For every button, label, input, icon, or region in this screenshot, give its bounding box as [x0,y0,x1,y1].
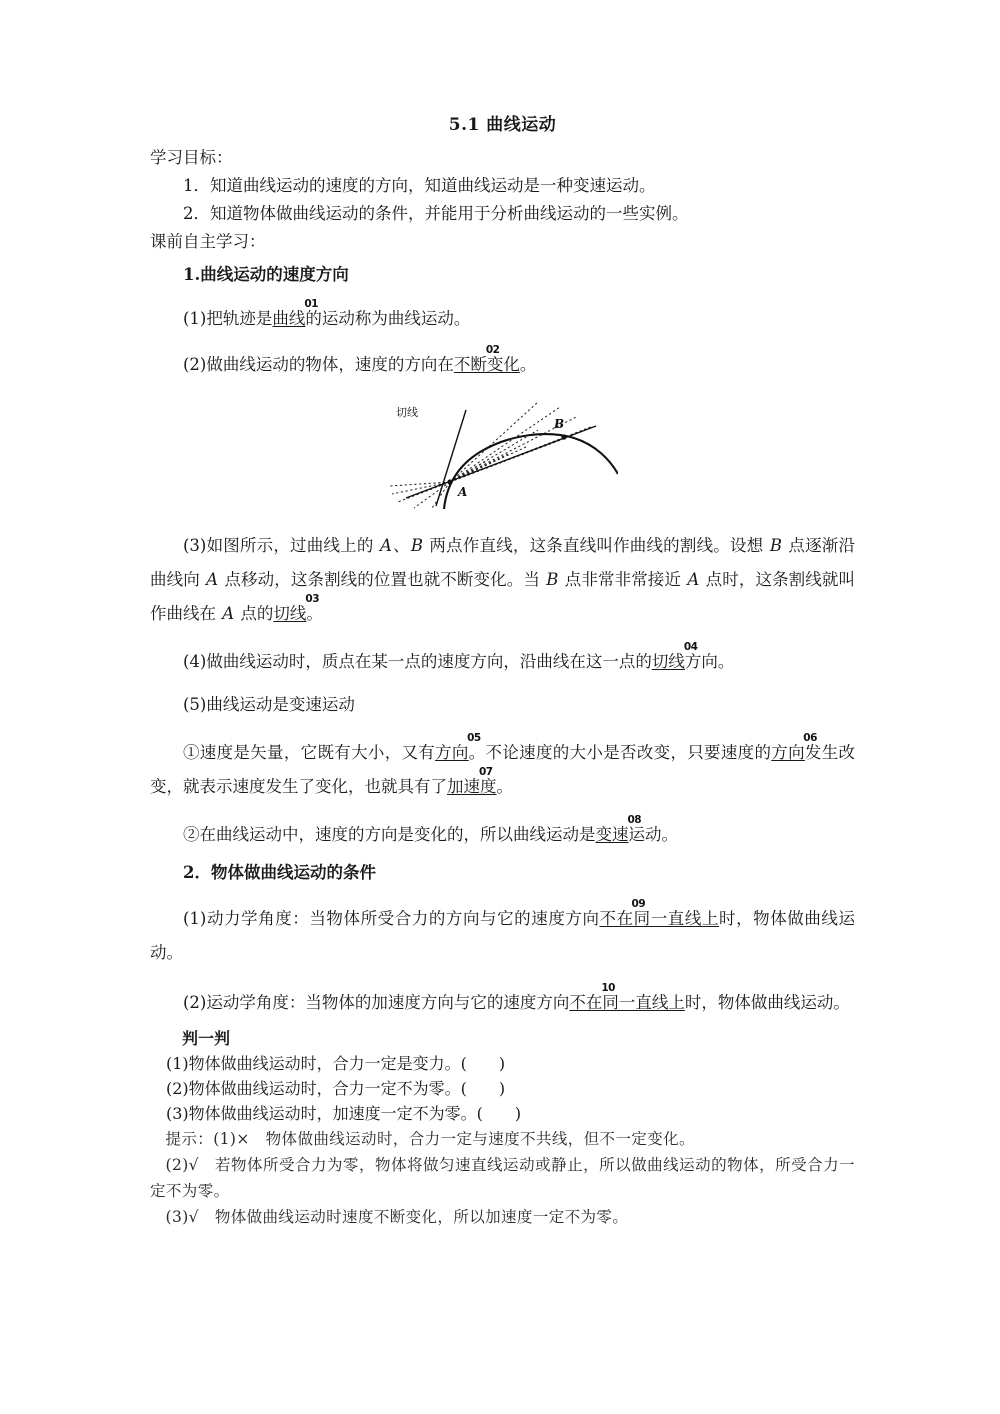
section-1-item-1 [150,298,855,334]
judge-hint-1: 提示：(1)× 物体做曲线运动时，合力一定与速度不共线，但不一定变化。 [165,1130,695,1148]
judge-hint-3: (3)√ 物体做曲线运动时速度不断变化，所以加速度一定不为零。 [165,1208,629,1226]
answer-text-07: 加速度 [447,777,497,796]
answer-blank-09 [599,898,720,928]
italic-point-B-3: B [546,570,559,589]
answer-text-09: 不在同一直线上 [599,909,720,928]
judge-question-1: (1)物体做曲线运动时，合力一定是变力。( ) [166,1054,506,1073]
prestudy-label: 课前自主学习： [150,232,266,251]
answer-text-03: 切线 [273,604,307,623]
answer-number-02: 02 [485,344,500,356]
answer-number-01: 01 [304,298,318,310]
answer-number-07: 07 [479,766,493,778]
figure-label-point-b: B [553,417,564,431]
sub-1-seg-b: 。不论速度的大小是否改变，只要速度的 [468,743,772,762]
curve-tangent-diagram [388,394,618,509]
section-2-heading: 2．物体做曲线运动的条件 [183,863,376,882]
answer-number-10: 10 [601,982,615,994]
sub-1-seg-d: 。 [496,777,513,796]
answer-blank-10 [569,982,685,1012]
answer-blank-03 [273,593,320,623]
objective-item-2: 2．知道物体做曲线运动的条件，并能用于分析曲线运动的一些实例。 [183,204,689,223]
answer-blank-08 [595,814,642,844]
page-title: 5.1 曲线运动 [448,115,557,135]
item-2-text-pre: (2)做曲线运动的物体，速度的方向在 [183,355,454,374]
italic-point-A-3: A [687,570,700,589]
judge-section-heading: 判一判 [182,1029,231,1048]
item-1-text-pre: (1)把轨迹是 [183,309,273,328]
item-1-text-post: 的运动称为曲线运动。 [305,309,471,328]
answer-number-09: 09 [631,898,646,910]
item-3-seg-a: (3)如图所示，过曲线上的 [183,536,379,555]
answer-text-08: 变速 [595,825,629,844]
italic-point-B-2: B [769,536,782,555]
s2-item-1-post: 时，物体做曲线运动。 [150,909,855,962]
section-2-item-1 [150,898,855,970]
answer-blank-06 [771,732,817,762]
item-3-seg-c: 两点作直线，这条直线叫作曲线的割线。设想 [423,536,769,555]
section-1-item-5-sub-1 [150,732,856,804]
item-3-seg-b: 、 [392,536,410,555]
tangent-line-figure [150,394,855,513]
italic-point-A-4: A [222,604,235,623]
answer-number-08: 08 [627,814,642,826]
item-3-seg-d: 点逐渐沿曲线向 [150,536,856,589]
judge-hint-2: (2)√ 若物体所受合力为零，物体将做匀速直线运动或静止，所以做曲线运动的物体，所受合力一定不为零。 [150,1156,855,1200]
s2-item-1-pre: (1)动力学角度：当物体所受合力的方向与它的速度方向 [183,909,600,928]
s2-item-2-pre: (2)运动学角度：当物体的加速度方向与它的速度方向 [183,993,570,1012]
section-1-item-5-heading: (5)曲线运动是变速运动 [183,695,355,714]
answer-text-10: 不在同一直线上 [569,993,685,1012]
sub-2-seg-a: ②在曲线运动中，速度的方向是变化的，所以曲线运动是 [183,825,596,844]
answer-number-03: 03 [305,593,320,605]
item-4-text-pre: (4)做曲线运动时，质点在某一点的速度方向，沿曲线在这一点的 [183,652,652,671]
sub-1-seg-c: 发生改变，就表示速度发生了变化，也就具有了 [150,743,856,796]
item-3-seg-h: 点的 [235,604,274,623]
item-3-seg-f: 点非常非常接近 [559,570,687,589]
answer-blank-04 [651,641,698,671]
section-1-item-3 [150,529,855,631]
answer-blank-01 [272,298,318,328]
judge-question-2: (2)物体做曲线运动时，合力一定不为零。( ) [166,1079,506,1098]
section-1-item-4 [150,641,855,677]
section-1-item-5-sub-2 [150,814,855,850]
point-b-marker [561,434,566,439]
section-1-heading: 1.曲线运动的速度方向 [183,265,349,284]
answer-number-04: 04 [683,641,698,653]
item-3-text-post: 。 [306,604,323,623]
answer-number-05: 05 [467,732,481,744]
answer-text-04: 切线 [651,652,685,671]
item-2-text-post: 。 [519,355,537,374]
italic-point-A-1: A [380,536,392,555]
answer-number-06: 06 [803,732,817,744]
section-1-item-2 [150,344,855,380]
objectives-label: 学习目标： [150,148,233,167]
secant-AB-path [406,426,596,498]
figure-label-tangent: 切线 [395,406,418,419]
objective-item-1: 1．知道曲线运动的速度的方向，知道曲线运动是一种变速运动。 [183,176,656,195]
answer-text-01: 曲线 [272,309,306,328]
answer-blank-07 [447,766,497,796]
italic-point-B-1: B [410,536,423,555]
sub-2-seg-b: 运动。 [628,825,678,844]
italic-point-A-2: A [206,570,219,589]
figure-label-point-a: A [457,485,467,499]
answer-blank-02 [453,344,520,374]
point-a-marker [447,479,452,484]
item-3-seg-g: 点时，这条割线就叫作曲线在 [150,570,855,623]
s2-item-2-post: 时，物体做曲线运动。 [684,993,850,1012]
answer-text-05: 方向 [435,743,469,762]
curve-path [444,434,618,509]
sub-1-seg-a: ①速度是矢量，它既有大小，又有 [183,743,436,762]
section-2-item-2 [150,982,855,1020]
item-3-seg-e: 点移动，这条割线的位置也就不断变化。当 [219,570,546,589]
item-4-text-post: 方向。 [684,652,735,671]
answer-text-02: 不断变化 [453,355,520,374]
answer-text-06: 方向 [771,743,805,762]
judge-question-3: (3)物体做曲线运动时，加速度一定不为零。( ) [166,1104,522,1123]
answer-blank-05 [435,732,481,762]
